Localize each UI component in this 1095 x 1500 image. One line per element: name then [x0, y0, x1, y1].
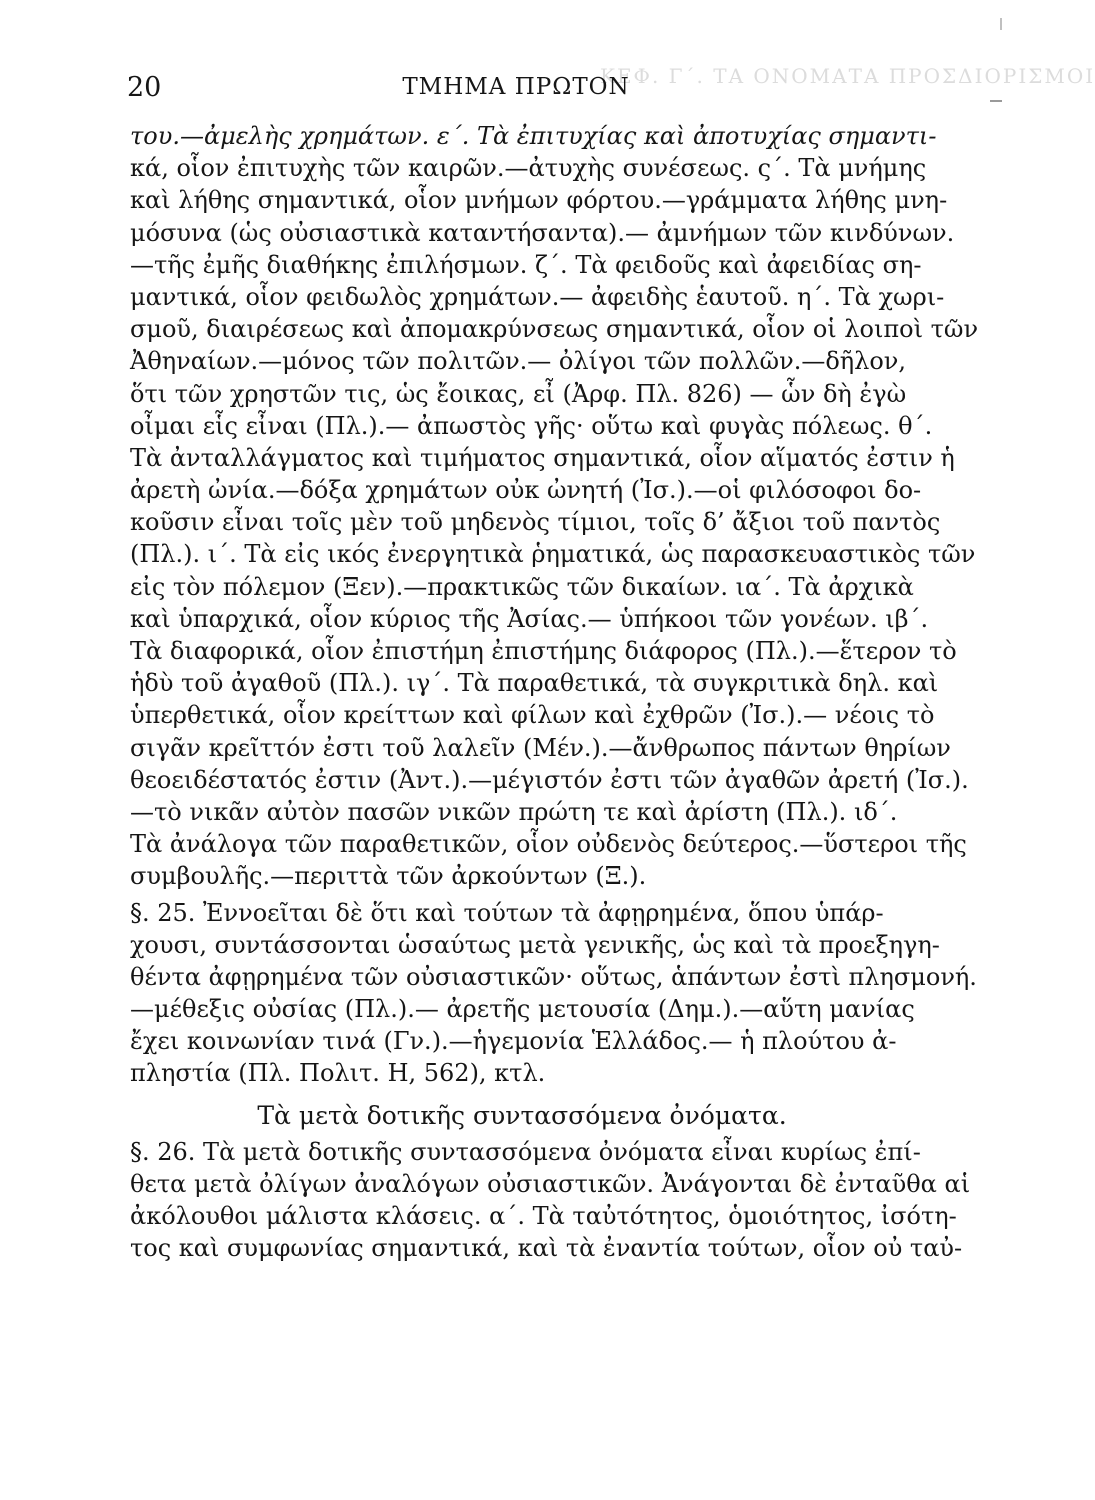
text-line: του.—ἀμελὴς χρημάτων. ε΄. Τὰ ἐπιτυχίας καὶ ἀποτυχίας σημαντι-	[130, 122, 937, 150]
text-line: καὶ λήθης σημαντικά, οἷον μνήμων φόρτου.—γράμματα λήθης μνη-	[130, 186, 948, 215]
text-line: θετα μετὰ ὀλίγων ἀναλόγων οὐσιαστικῶν. Ἀνάγονται δὲ ἐνταῦθα αἱ	[130, 1169, 971, 1198]
text-line: οἶμαι εἷς εἶναι (Πλ.).— ἀπωστὸς γῆς· οὕτω καὶ φυγὰς πόλεως. θ΄.	[130, 411, 933, 440]
text-line: —τὸ νικᾶν αὐτὸν πασῶν νικῶν πρώτη τε καὶ ἀρίστη (Πλ.). ιδ΄.	[130, 797, 898, 826]
text-line: θέντα ἀφῃρημένα τῶν οὐσιαστικῶν· οὕτως, ἁπάντων ἐστὶ πλησμονή.	[130, 962, 977, 991]
text-line: —μέθεξις οὐσίας (Πλ.).— ἀρετῆς μετουσία (Δημ.).—αὕτη μανίας	[130, 995, 915, 1024]
text-line: πληστία (Πλ. Πολιτ. Η, 562), κτλ.	[130, 1059, 546, 1088]
text-line: μαντικά, οἷον φειδωλὸς χρημάτων.— ἀφειδὴς ἑαυτοῦ. η΄. Τὰ χωρι-	[130, 282, 945, 311]
text-line: ἔχει κοινωνίαν τινά (Γν.).—ἡγεμονία Ἑλλάδος.— ἡ πλούτου ἀ-	[130, 1027, 897, 1056]
text-line: ὑπερθετικά, οἷον κρείττων καὶ φίλων καὶ ἐχθρῶν (Ἰσ.).— νέοις τὸ	[130, 701, 935, 730]
paragraph-26-start: §. 26. Τὰ μετὰ δοτικῆς συντασσόμενα ὀνόματα εἶναι κυρίως ἐπί-	[130, 1137, 921, 1166]
facing-page-bleed-through: ΚΕΦ. Γ΄. ΤΑ ΟΝΟΜΑΤΑ ΠΡΟΣΔΙΟΡΙΣΜΟΙ	[600, 64, 1095, 88]
paragraph-25-start: §. 25. Ἐννοεῖται δὲ ὅτι καὶ τούτων τὰ ἀφῃρημένα, ὅπου ὑπάρ-	[130, 898, 884, 927]
page-number: 20	[127, 72, 162, 103]
running-title: ΤΜΗΜΑ ΠΡΩΤΟΝ	[402, 74, 630, 100]
text-line: σιγᾶν κρεῖττόν ἐστι τοῦ λαλεῖν (Μέν.).—ἄνθρωπος πάντων θηρίων	[130, 733, 951, 762]
text-line: κά, οἷον ἐπιτυχὴς τῶν καιρῶν.—ἀτυχὴς συνέσεως. ς΄. Τὰ μνήμης	[130, 154, 927, 183]
text-line: καὶ ὑπαρχικά, οἷον κύριος τῆς Ἀσίας.— ὑπήκοοι τῶν γονέων. ιβ΄.	[130, 604, 929, 633]
section-heading: Τὰ μετὰ δοτικῆς συντασσόμενα ὀνόματα.	[257, 1100, 787, 1130]
text-line: ἀρετὴ ὠνία.—δόξα χρημάτων οὐκ ὠνητή (Ἰσ.).—οἱ φιλόσοφοι δο-	[130, 476, 922, 505]
text-line: εἰς τὸν πόλεμον (Ξεν).—πρακτικῶς τῶν δικαίων. ια΄. Τὰ ἀρχικὰ	[130, 572, 914, 601]
text-line: Ἀθηναίων.—μόνος τῶν πολιτῶν.— ὀλίγοι τῶν πολλῶν.—δῆλον,	[130, 347, 907, 376]
text-line: Τὰ ἀνταλλάγματος καὶ τιμήματος σημαντικά, οἷον αἵματός ἐστιν ἡ	[130, 443, 955, 472]
text-line: τος καὶ συμφωνίας σημαντικά, καὶ τὰ ἐναντία τούτων, οἷον οὐ ταὐ-	[130, 1234, 963, 1263]
text-line: συμβουλῆς.—περιττὰ τῶν ἀρκούντων (Ξ.).	[130, 862, 647, 891]
margin-mark	[990, 100, 1002, 102]
page-header	[127, 70, 905, 110]
text-line: Τὰ διαφορικά, οἷον ἐπιστήμη ἐπιστήμης διάφορος (Πλ.).—ἕτερον τὸ	[130, 637, 957, 665]
text-line: (Πλ.). ι΄. Τὰ εἰς ικός ἐνεργητικὰ ῥηματικά, ὡς παρασκευαστικὸς τῶν	[130, 540, 976, 569]
text-line: ἡδὺ τοῦ ἀγαθοῦ (Πλ.). ιγ΄. Τὰ παραθετικά, τὰ συγκριτικὰ δηλ. καὶ	[130, 669, 939, 698]
body-text	[130, 120, 979, 1264]
text-line: —τῆς ἐμῆς διαθήκης ἐπιλήσμων. ζ΄. Τὰ φειδοῦς καὶ ἀφειδίας ση-	[130, 250, 922, 279]
text-line: ὅτι τῶν χρηστῶν τις, ὡς ἔοικας, εἶ (Ἀρφ. Πλ. 826) — ὧν δὴ ἐγὼ	[130, 379, 907, 408]
text-line: ἀκόλουθοι μάλιστα κλάσεις. α΄. Τὰ ταὐτότητος, ὁμοιότητος, ἰσότη-	[130, 1202, 957, 1230]
text-line: Τὰ ἀνάλογα τῶν παραθετικῶν, οἷον οὐδενὸς δεύτερος.—ὕστεροι τῆς	[130, 830, 967, 859]
text-line: κοῦσιν εἶναι τοῖς μὲν τοῦ μηδενὸς τίμιοι, τοῖς δ’ ἄξιοι τοῦ παντὸς	[130, 508, 941, 537]
text-line: μόσυνα (ὡς οὐσιαστικὰ καταντήσαντα).— ἀμνήμων τῶν κινδύνων.	[130, 218, 955, 247]
text-line: θεοειδέστατός ἐστιν (Ἀντ.).—μέγιστόν ἐστι τῶν ἀγαθῶν ἀρετή (Ἰσ.).	[130, 765, 969, 794]
text-line: χουσι, συντάσσονται ὡσαύτως μετὰ γενικῆς, ὡς καὶ τὰ προεξηγη-	[130, 930, 940, 959]
margin-mark	[1000, 18, 1002, 30]
text-line: σμοῦ, διαιρέσεως καὶ ἀπομακρύνσεως σημαντικά, οἷον οἱ λοιποὶ τῶν	[130, 315, 979, 344]
